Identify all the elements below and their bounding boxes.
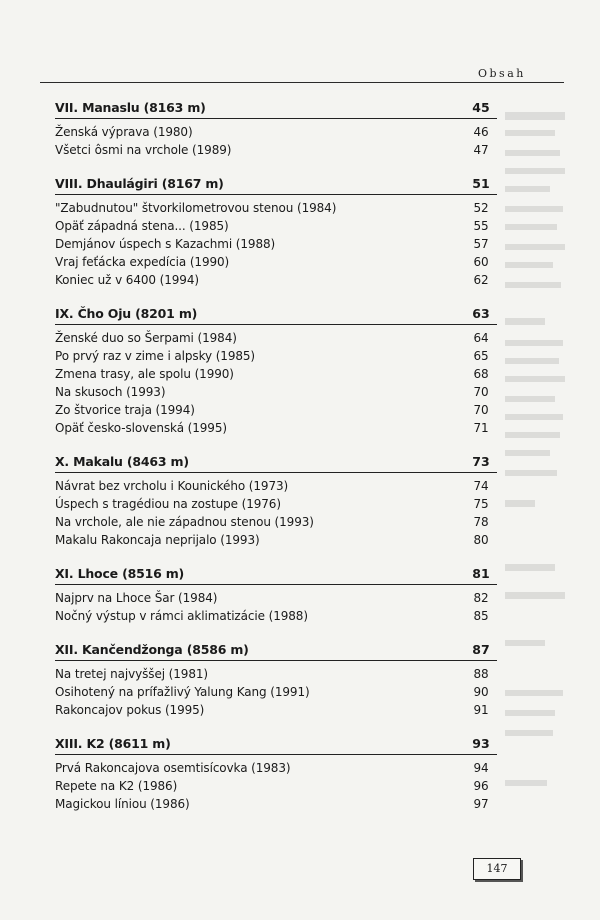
section-heading: [55, 450, 497, 473]
toc-section: [55, 172, 497, 289]
toc-entry: [55, 329, 497, 347]
entry-title: Koniec už v 6400 (1994): [55, 273, 199, 287]
entry-title: Na vrchole, ale nie západnou stenou (1993): [55, 515, 314, 529]
section-heading: [55, 302, 497, 325]
entry-title: Repete na K2 (1986): [55, 779, 178, 793]
section-page-number: 73: [472, 454, 490, 469]
toc-entry: [55, 701, 497, 719]
toc-entry: [55, 419, 497, 437]
entry-page-number: 47: [473, 143, 489, 157]
toc-section: [55, 638, 497, 719]
entry-page-number: 65: [473, 349, 489, 363]
section-title: XI. Lhoce (8516 m): [55, 566, 185, 581]
table-of-contents: [55, 96, 497, 826]
toc-section: [55, 450, 497, 549]
entry-page-number: 97: [473, 797, 489, 811]
section-heading: [55, 172, 497, 195]
entry-page-number: 75: [473, 497, 489, 511]
toc-entry: [55, 777, 497, 795]
entry-page-number: 85: [473, 609, 489, 623]
entry-page-number: 57: [473, 237, 489, 251]
entry-title: Rakoncajov pokus (1995): [55, 703, 205, 717]
entry-title: Zmena trasy, ale spolu (1990): [55, 367, 234, 381]
entry-page-number: 82: [473, 591, 489, 605]
toc-entry: [55, 477, 497, 495]
toc-entry: [55, 383, 497, 401]
section-page-number: 63: [472, 306, 490, 321]
toc-entry: [55, 347, 497, 365]
entry-title: Makalu Rakoncaja neprijalo (1993): [55, 533, 260, 547]
entry-title: Najprv na Lhoce Šar (1984): [55, 591, 218, 605]
entry-page-number: 94: [473, 761, 489, 775]
entry-title: Ženské duo so Šerpami (1984): [55, 331, 237, 345]
entry-title: Ženská výprava (1980): [55, 125, 193, 139]
entry-title: Opäť západná stena... (1985): [55, 219, 229, 233]
toc-section: [55, 562, 497, 625]
entry-page-number: 68: [473, 367, 489, 381]
toc-entry: [55, 683, 497, 701]
toc-entry: [55, 401, 497, 419]
section-heading: [55, 562, 497, 585]
section-title: XII. Kančendžonga (8586 m): [55, 642, 249, 657]
toc-entry: [55, 531, 497, 549]
toc-section: [55, 732, 497, 813]
entry-title: Nočný výstup v rámci aklimatizácie (1988): [55, 609, 308, 623]
toc-entry: [55, 235, 497, 253]
section-heading: [55, 96, 497, 119]
entry-page-number: 91: [473, 703, 489, 717]
section-heading: [55, 732, 497, 755]
toc-entry: [55, 495, 497, 513]
entry-page-number: 60: [473, 255, 489, 269]
section-page-number: 87: [472, 642, 490, 657]
section-title: IX. Čho Oju (8201 m): [55, 306, 198, 321]
toc-entry: [55, 589, 497, 607]
entry-page-number: 80: [473, 533, 489, 547]
toc-entry: [55, 217, 497, 235]
toc-entry: [55, 253, 497, 271]
toc-entry: [55, 123, 497, 141]
section-page-number: 45: [472, 100, 490, 115]
toc-section: [55, 302, 497, 437]
entry-page-number: 46: [473, 125, 489, 139]
section-title: X. Makalu (8463 m): [55, 454, 189, 469]
page-number: 147: [473, 858, 521, 880]
entry-page-number: 62: [473, 273, 489, 287]
entry-title: Osihotený na prífažlivý Yalung Kang (1991): [55, 685, 310, 699]
entry-page-number: 96: [473, 779, 489, 793]
entry-page-number: 71: [473, 421, 489, 435]
entry-page-number: 90: [473, 685, 489, 699]
toc-entry: [55, 141, 497, 159]
section-page-number: 51: [472, 176, 490, 191]
section-title: XIII. K2 (8611 m): [55, 736, 171, 751]
entry-page-number: 64: [473, 331, 489, 345]
entry-title: Všetci ôsmi na vrchole (1989): [55, 143, 232, 157]
toc-entry: [55, 513, 497, 531]
header-rule: [40, 82, 564, 83]
entry-title: Prvá Rakoncajova osemtisícovka (1983): [55, 761, 291, 775]
entry-title: Zo štvorice traja (1994): [55, 403, 195, 417]
entry-title: "Zabudnutou" štvorkilometrovou stenou (1984): [55, 201, 337, 215]
entry-title: Vraj feťácka expedícia (1990): [55, 255, 230, 269]
entry-title: Demjánov úspech s Kazachmi (1988): [55, 237, 276, 251]
entry-title: Magickou líniou (1986): [55, 797, 190, 811]
toc-entry: [55, 271, 497, 289]
toc-entry: [55, 365, 497, 383]
toc-section: [55, 96, 497, 159]
entry-title: Na skusoch (1993): [55, 385, 166, 399]
section-page-number: 81: [472, 566, 490, 581]
entry-page-number: 52: [473, 201, 489, 215]
entry-title: Úspech s tragédiou na zostupe (1976): [55, 497, 281, 511]
entry-title: Návrat bez vrcholu i Kounického (1973): [55, 479, 289, 493]
entry-page-number: 78: [473, 515, 489, 529]
toc-entry: [55, 665, 497, 683]
entry-page-number: 74: [473, 479, 489, 493]
toc-entry: [55, 759, 497, 777]
section-heading: [55, 638, 497, 661]
entry-title: Po prvý raz v zime i alpsky (1985): [55, 349, 256, 363]
entry-page-number: 88: [473, 667, 489, 681]
section-page-number: 93: [472, 736, 490, 751]
section-title: VII. Manaslu (8163 m): [55, 100, 206, 115]
entry-title: Na tretej najvyššej (1981): [55, 667, 208, 681]
entry-page-number: 70: [473, 385, 489, 399]
running-header-title: Obsah: [478, 67, 526, 80]
entry-page-number: 55: [473, 219, 489, 233]
toc-entry: [55, 607, 497, 625]
toc-entry: [55, 199, 497, 217]
entry-page-number: 70: [473, 403, 489, 417]
toc-entry: [55, 795, 497, 813]
section-title: VIII. Dhaulágiri (8167 m): [55, 176, 224, 191]
entry-title: Opäť česko-slovenská (1995): [55, 421, 227, 435]
